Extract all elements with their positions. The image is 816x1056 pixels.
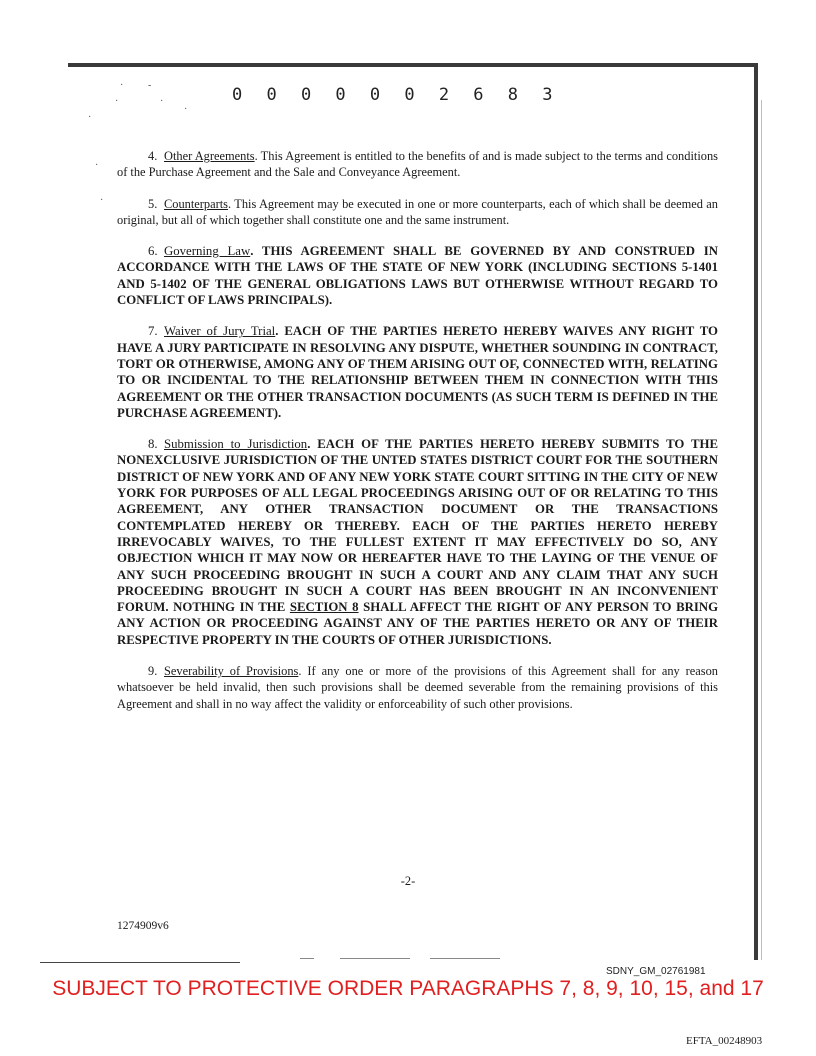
paragraph-text: . This Agreement may be executed in one or more counterparts, each of which shall be deemed an original, but all of which together shall constitute one and the same instrument. xyxy=(117,196,718,227)
paragraph-number: 8. xyxy=(148,437,158,452)
page-number: -2- xyxy=(400,874,416,888)
paragraph-heading: Other Agreements xyxy=(164,149,255,163)
paragraph-5 xyxy=(117,196,718,229)
paragraph-text: . EACH OF THE PARTIES HERETO HEREBY SUBMITS TO THE NONEXCLUSIVE JURISDICTION OF THE UNTED STATES DISTRICT COURT FOR THE SOUTHERN DISTRICT OF NEW YORK AND OF ANY NEW YORK STATE COURT SITTING IN THE CITY OF NEW YORK FOR PURPOSES OF ALL LEGAL PROCEEDINGS ARISING OUT OF OR RELATING TO THIS AGREEMENT, ANY OTHER TRANSACTION DOCUMENT OR THE TRANSACTIONS CONTEMPLATED HEREBY OR THEREBY. EACH OF THE PARTIES HERETO HEREBY IRREVOCABLY WAIVES, TO THE FULLEST EXTENT IT MAY EFFECTIVELY DO SO, ANY OBJECTION WHICH IT MAY NOW OR HEREAFTER HAVE TO THE LAYING OF THE VENUE OF ANY SUCH PROCEEDING BROUGHT IN SUCH A COURT AND ANY CLAIM THAT ANY SUCH PROCEEDING BROUGHT IN SUCH A COURT HAS BEEN BROUGHT IN AN INCONVENIENT FORUM. NOTHING IN THE xyxy=(117,437,719,615)
scan-border-top xyxy=(68,63,758,67)
paragraph-number: 7. xyxy=(148,324,158,339)
scan-dash xyxy=(340,958,410,959)
paragraph-heading: Counterparts xyxy=(164,196,229,211)
paragraph-heading: Submission to Jurisdiction xyxy=(164,437,308,452)
efta-number: EFTA_00248903 xyxy=(686,1035,763,1047)
paragraph-number: 6. xyxy=(148,244,158,259)
paragraph-number: 4. xyxy=(148,149,158,163)
scan-speck: · xyxy=(160,96,164,107)
scan-bottom-line xyxy=(40,962,240,963)
scan-speck: · xyxy=(115,96,119,107)
scan-dash xyxy=(430,958,500,959)
paragraph-4 xyxy=(117,148,718,181)
paragraph-6 xyxy=(117,243,718,308)
section-reference: SECTION 8 xyxy=(289,600,359,615)
paragraph-text: . EACH OF THE PARTIES HERETO HEREBY WAIVES ANY RIGHT TO HAVE A JURY PARTICIPATE IN RESOLVING ANY DISPUTE, WHETHER SOUNDING IN CONTRACT, TORT OR OTHERWISE, AMONG ANY OF THEM ARISING OUT OF, CONNECTED WITH, RELATING TO OR INCIDENTAL TO THE RELATIONSHIP BETWEEN THEM IN CONNECTION WITH THIS AGREEMENT OR THE OTHER TRANSACTION DOCUMENTS (AS SUCH TERM IS DEFINED IN THE PURCHASE AGREEMENT). xyxy=(117,324,718,420)
bates-number-top: 0 0 0 0 0 0 2 6 8 3 xyxy=(232,85,560,105)
paragraph-text: . This Agreement is entitled to the benefits of and is made subject to the terms and conditions of the Purchase Agreement and the Sale and Conveyance Agreement. xyxy=(117,149,718,180)
paragraph-heading: Waiver of Jury Trial xyxy=(164,324,276,339)
scan-dash xyxy=(300,958,314,959)
paragraph-text: . If any one or more of the provisions of this Agreement shall for any reason whatsoever be held invalid, then such provisions shall be deemed severable from the remaining provisions of this Agreement and shall in no way affect the validity or enforceability of such other provisions. xyxy=(117,664,718,711)
paragraph-text: SHALL AFFECT THE RIGHT OF ANY PERSON TO BRING ANY ACTION OR PROCEEDING AGAINST ANY OF THE PARTIES HERETO OR ANY OF THEIR RESPECTIVE PROPERTY IN THE COURTS OF OTHER JURISDICTIONS. xyxy=(117,600,719,647)
paragraph-9 xyxy=(117,663,718,712)
scan-border-shadow xyxy=(761,100,762,960)
document-id: 1274909v6 xyxy=(117,920,169,932)
scan-speck: · xyxy=(120,80,124,91)
paragraph-number: 9. xyxy=(148,664,158,679)
scan-border-right xyxy=(754,63,758,960)
paragraph-number: 5. xyxy=(148,196,158,211)
bates-number-bottom: SDNY_GM_02761981 xyxy=(606,966,706,977)
paragraph-heading: Severability of Provisions xyxy=(164,664,299,679)
scan-speck: · xyxy=(100,195,104,206)
paragraph-7 xyxy=(117,323,718,421)
paragraph-heading: Governing Law xyxy=(164,244,251,259)
scan-speck: · xyxy=(95,160,99,171)
scan-speck: · xyxy=(184,104,188,115)
scan-speck: - xyxy=(148,80,152,91)
scan-speck: · xyxy=(88,112,92,123)
paragraph-8 xyxy=(117,436,718,648)
protective-order-notice: SUBJECT TO PROTECTIVE ORDER PARAGRAPHS 7, 8, 9, 10, 15, and 17 xyxy=(52,977,764,1000)
document-body xyxy=(117,148,718,727)
paragraph-text: . THIS AGREEMENT SHALL BE GOVERNED BY AND CONSTRUED IN ACCORDANCE WITH THE LAWS OF THE STATE OF NEW YORK (INCLUDING SECTIONS 5-1401 AND 5-1402 OF THE GENERAL OBLIGATIONS LAWS BUT OTHERWISE WITHOUT REGARD TO CONFLICT OF LAWS PRINCIPALS). xyxy=(117,244,718,308)
